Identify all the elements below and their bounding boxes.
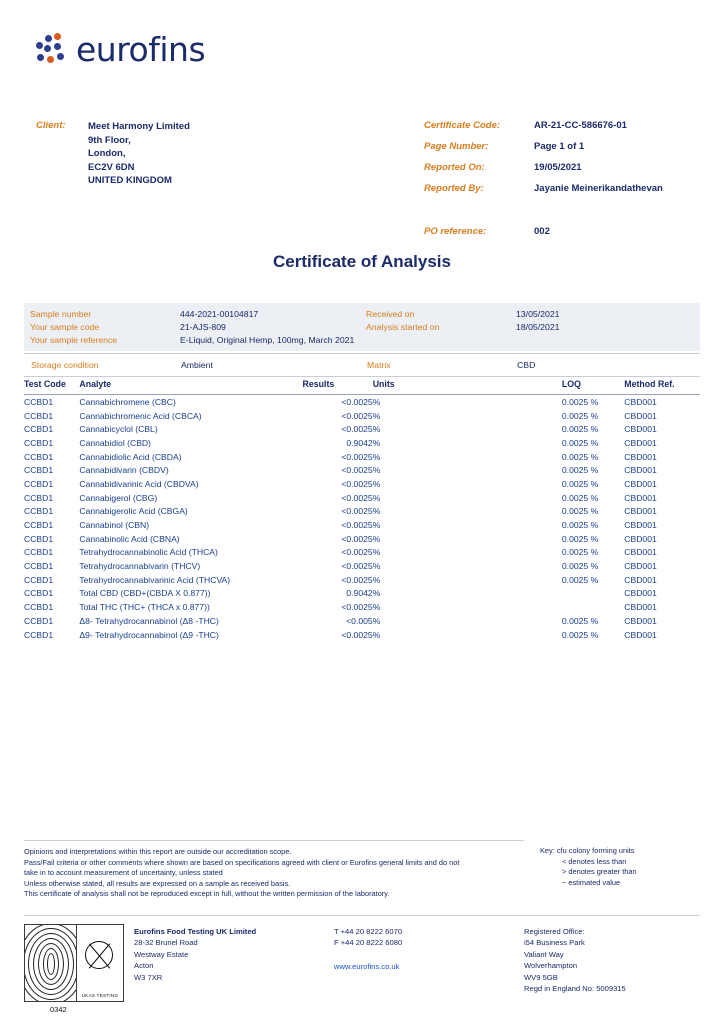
cell-result: <0.0025 xyxy=(341,424,373,435)
reported-on-label: Reported On: xyxy=(424,162,485,173)
note-line: This certificate of analysis shall not be reproduced except in full, without the written permission of the laboratory. xyxy=(24,889,390,899)
cell-loq: 0.0025 % xyxy=(561,615,599,626)
col-units: Units xyxy=(373,375,430,395)
fax: F +44 20 8222 6080 xyxy=(334,938,403,948)
storage-condition-value: Ambient xyxy=(181,360,213,370)
cell-spacer xyxy=(429,587,562,601)
cell-method: CBD001 xyxy=(624,574,657,585)
cell-spacer xyxy=(429,518,562,532)
cell-test-code: CCBD1 xyxy=(24,506,54,517)
note-line: take in to account measurement of uncertainty, unless stated xyxy=(24,868,223,878)
storage-condition-label: Storage condition xyxy=(31,360,99,370)
cell-units: % xyxy=(372,506,381,517)
cell-units: % xyxy=(372,588,381,599)
registered-office-line: i54 Business Park xyxy=(524,938,585,948)
certificate-code-label: Certificate Code: xyxy=(424,120,501,131)
table-row xyxy=(24,491,700,505)
certificate-code-value: AR-21-CC-586676-01 xyxy=(534,120,627,131)
sample-code-label: Your sample code xyxy=(30,322,100,333)
cell-units: % xyxy=(372,396,381,407)
cell-test-code: CCBD1 xyxy=(24,465,54,476)
cell-test-code: CCBD1 xyxy=(24,451,54,462)
legend-key xyxy=(540,846,710,888)
client-line: UNITED KINGDOM xyxy=(88,175,172,186)
cell-loq: 0.0025 % xyxy=(561,396,599,407)
cell-method: CBD001 xyxy=(624,396,657,407)
cell-analyte: Δ8- Tetrahydrocannabinol (Δ8 -THC) xyxy=(79,615,219,626)
cell-spacer xyxy=(429,628,562,642)
cell-analyte: Total THC (THC+ (THCA x 0.877)) xyxy=(79,602,210,613)
cell-spacer xyxy=(429,436,562,450)
results-table xyxy=(24,375,700,641)
cell-result: <0.0025 xyxy=(341,547,373,558)
cell-method: CBD001 xyxy=(624,424,657,435)
table-row xyxy=(24,628,700,642)
table-header-row xyxy=(24,375,700,395)
table-row xyxy=(24,600,700,614)
sample-info-row xyxy=(30,321,694,334)
meta-row xyxy=(424,226,663,247)
cell-spacer xyxy=(429,505,562,519)
registered-office-line: Valiant Way xyxy=(524,949,564,959)
key-line: < denotes less than xyxy=(562,856,627,866)
cell-test-code: CCBD1 xyxy=(24,533,54,544)
cell-result: <0.0025 xyxy=(341,533,373,544)
table-row xyxy=(24,409,700,423)
cell-test-code: CCBD1 xyxy=(24,410,54,421)
cell-units: % xyxy=(372,478,381,489)
cell-loq: 0.0025 % xyxy=(561,424,599,435)
cell-result: <0.0025 xyxy=(341,561,373,572)
key-line: > denotes greater than xyxy=(562,867,637,877)
cell-method: CBD001 xyxy=(624,588,657,599)
cell-analyte: Tetrahydrocannabivarinic Acid (THCVA) xyxy=(79,574,231,585)
po-reference-label: PO reference: xyxy=(424,226,487,237)
reported-by-value: Jayanie Meinerikandathevan xyxy=(534,183,663,194)
cell-test-code: CCBD1 xyxy=(24,478,54,489)
table-row xyxy=(24,395,700,409)
col-spacer xyxy=(429,375,562,395)
cell-analyte: Cannabidiol (CBD) xyxy=(79,437,152,448)
company-address xyxy=(134,924,334,1014)
cell-method: CBD001 xyxy=(624,547,657,558)
cell-units: % xyxy=(372,410,381,421)
cell-analyte: Cannabidiolic Acid (CBDA) xyxy=(79,451,182,462)
matrix-value: CBD xyxy=(517,360,536,370)
cell-test-code: CCBD1 xyxy=(24,602,54,613)
matrix-label: Matrix xyxy=(367,360,391,370)
cell-units: % xyxy=(372,533,381,544)
col-method-ref: Method Ref. xyxy=(624,375,700,395)
cell-result: 0.9042 xyxy=(346,588,373,599)
cell-loq: 0.0025 % xyxy=(561,629,599,640)
cell-result: <0.0025 xyxy=(341,478,373,489)
registered-office-line: WV9 5GB xyxy=(524,972,558,982)
contact-details xyxy=(334,924,524,1014)
note-line: Opinions and interpretations within this report are outside our accreditation scope. xyxy=(24,847,292,856)
cell-test-code: CCBD1 xyxy=(24,424,54,435)
table-row xyxy=(24,587,700,601)
cell-analyte: Cannabidivarinic Acid (CBDVA) xyxy=(79,478,199,489)
eurofins-logo xyxy=(36,30,205,69)
cell-analyte: Cannabicyclol (CBL) xyxy=(79,424,158,435)
sample-code-value: 21-AJS-809 xyxy=(180,322,226,333)
cell-method: CBD001 xyxy=(624,615,657,626)
cell-units: % xyxy=(372,629,381,640)
cell-analyte: Tetrahydrocannabivarin (THCV) xyxy=(79,561,201,572)
cell-result: <0.0025 xyxy=(341,492,373,503)
cell-result: <0.0025 xyxy=(341,396,373,407)
cell-test-code: CCBD1 xyxy=(24,574,54,585)
sample-info-row xyxy=(30,308,694,321)
cell-spacer xyxy=(429,463,562,477)
footer-notes xyxy=(24,840,524,900)
cell-loq: 0.0025 % xyxy=(561,547,599,558)
client-line: Meet Harmony Limited xyxy=(88,121,190,132)
cell-loq: 0.0025 % xyxy=(561,410,599,421)
sample-info-band xyxy=(24,303,700,351)
meta-row xyxy=(424,162,663,183)
company-address-line: W3 7XR xyxy=(134,972,163,982)
registered-office xyxy=(524,924,700,1014)
cell-test-code: CCBD1 xyxy=(24,615,54,626)
reported-on-value: 19/05/2021 xyxy=(534,162,582,173)
cell-result: <0.0025 xyxy=(341,629,373,640)
ukas-logo-icon xyxy=(77,925,123,1001)
eurofins-dots-icon xyxy=(36,33,70,67)
table-row xyxy=(24,450,700,464)
cell-analyte: Cannabigerol (CBG) xyxy=(79,492,158,503)
cell-method: CBD001 xyxy=(624,506,657,517)
po-reference-value: 002 xyxy=(534,226,550,237)
client-block xyxy=(36,120,190,188)
cell-result: 0.9042 xyxy=(346,437,373,448)
cell-method: CBD001 xyxy=(624,533,657,544)
cell-loq: 0.0025 % xyxy=(561,561,599,572)
table-row xyxy=(24,436,700,450)
col-test-code: Test Code xyxy=(24,375,79,395)
cell-result: <0.0025 xyxy=(341,410,373,421)
meta-row xyxy=(424,120,663,141)
cell-units: % xyxy=(372,451,381,462)
accreditation-number: 0342 xyxy=(50,1005,67,1014)
cell-spacer xyxy=(429,600,562,614)
cell-units: % xyxy=(372,574,381,585)
cell-units: % xyxy=(372,437,381,448)
cell-spacer xyxy=(429,491,562,505)
cell-units: % xyxy=(372,492,381,503)
table-row xyxy=(24,559,700,573)
cell-method: CBD001 xyxy=(624,465,657,476)
cell-result: <0.0025 xyxy=(341,520,373,531)
cell-result: <0.0025 xyxy=(341,602,373,613)
cell-analyte: Cannabinolic Acid (CBNA) xyxy=(79,533,180,544)
cell-method: CBD001 xyxy=(624,629,657,640)
cell-analyte: Tetrahydrocannabinolic Acid (THCA) xyxy=(79,547,218,558)
cell-spacer xyxy=(429,409,562,423)
cell-loq: 0.0025 % xyxy=(561,465,599,476)
table-row xyxy=(24,573,700,587)
cell-analyte: Cannabinol (CBN) xyxy=(79,520,150,531)
cell-loq: 0.0025 % xyxy=(561,478,599,489)
cell-analyte: Δ9- Tetrahydrocannabinol (Δ9 -THC) xyxy=(79,629,219,640)
received-on-label: Received on xyxy=(366,309,415,320)
client-line: 9th Floor, xyxy=(88,134,131,146)
cell-loq xyxy=(562,600,624,614)
cell-analyte: Cannabichromene (CBC) xyxy=(79,396,176,407)
telephone: T +44 20 8222 6070 xyxy=(334,927,403,936)
cell-method: CBD001 xyxy=(624,437,657,448)
cell-loq xyxy=(562,587,624,601)
key-line: ~ estimated value xyxy=(562,877,621,887)
cell-spacer xyxy=(429,477,562,491)
reported-by-label: Reported By: xyxy=(424,183,484,194)
col-loq: LOQ xyxy=(562,375,624,395)
cell-spacer xyxy=(429,422,562,436)
cell-test-code: CCBD1 xyxy=(24,561,54,572)
client-line: London, xyxy=(88,148,126,159)
storage-row xyxy=(30,359,694,371)
cell-analyte: Cannabichromenic Acid (CBCA) xyxy=(79,410,202,421)
website-link[interactable]: www.eurofins.co.uk xyxy=(334,961,400,971)
footer-block xyxy=(24,915,700,1014)
table-row xyxy=(24,614,700,628)
page-number-value: Page 1 of 1 xyxy=(534,141,585,152)
client-line: EC2V 6DN xyxy=(88,161,135,173)
meta-row xyxy=(424,141,663,162)
cell-loq: 0.0025 % xyxy=(561,506,599,517)
cell-result: <0.0025 xyxy=(341,451,373,462)
cell-analyte: Cannabigerolic Acid (CBGA) xyxy=(79,506,188,517)
note-line: Pass/Fail criteria or other comments where shown are based on specifications agreed with client or Eurofins general limits and do not xyxy=(24,857,460,867)
cell-loq: 0.0025 % xyxy=(561,533,599,544)
company-address-line: 28-32 Brunel Road xyxy=(134,938,198,948)
cell-units: % xyxy=(372,602,381,613)
cell-analyte: Cannabidivarin (CBDV) xyxy=(79,465,169,476)
cell-method: CBD001 xyxy=(624,602,657,613)
cell-result: <0.0025 xyxy=(341,465,373,476)
sample-reference-value: E-Liquid, Original Hemp, 100mg, March 2021 xyxy=(180,334,355,345)
cell-units: % xyxy=(372,520,381,531)
registered-office-line: Wolverhampton xyxy=(524,961,578,971)
cell-method: CBD001 xyxy=(624,520,657,531)
cell-method: CBD001 xyxy=(624,478,657,489)
table-row xyxy=(24,532,700,546)
analysis-started-value: 18/05/2021 xyxy=(516,322,560,333)
analysis-started-label: Analysis started on xyxy=(366,322,440,333)
col-analyte: Analyte xyxy=(79,375,302,395)
company-address-line: Acton xyxy=(134,961,154,971)
cell-test-code: CCBD1 xyxy=(24,547,54,558)
cell-spacer xyxy=(429,614,562,628)
cell-spacer xyxy=(429,559,562,573)
cell-units: % xyxy=(372,561,381,572)
cell-units: % xyxy=(372,615,381,626)
cell-loq: 0.0025 % xyxy=(561,492,599,503)
client-address xyxy=(88,120,190,188)
cell-analyte: Total CBD (CBD+(CBDA X 0.877)) xyxy=(79,588,211,599)
sample-number-label: Sample number xyxy=(30,309,92,320)
cell-test-code: CCBD1 xyxy=(24,396,54,407)
client-label: Client: xyxy=(36,120,66,131)
cell-loq: 0.0025 % xyxy=(561,574,599,585)
cell-method: CBD001 xyxy=(624,410,657,421)
company-name: Eurofins Food Testing UK Limited xyxy=(134,927,257,936)
meta-row xyxy=(424,183,663,204)
page-title: Certificate of Analysis xyxy=(273,252,451,271)
cell-test-code: CCBD1 xyxy=(24,437,54,448)
cell-units: % xyxy=(372,465,381,476)
col-results: Results xyxy=(303,375,373,395)
ce-mark-icon xyxy=(25,925,77,1001)
cell-spacer xyxy=(429,395,562,409)
cell-spacer xyxy=(429,546,562,560)
cell-method: CBD001 xyxy=(624,451,657,462)
cell-result: <0.0025 xyxy=(341,574,373,585)
cell-loq: 0.0025 % xyxy=(561,437,599,448)
cell-loq: 0.0025 % xyxy=(561,520,599,531)
table-row xyxy=(24,463,700,477)
sample-number-value: 444-2021-00104817 xyxy=(180,309,259,320)
note-line: Unless otherwise stated, all results are expressed on a sample as received basis. xyxy=(24,878,291,888)
cell-method: CBD001 xyxy=(624,492,657,503)
company-address-line: Westway Estate xyxy=(134,949,189,959)
logo-wordmark: eurofins xyxy=(76,30,206,69)
table-row xyxy=(24,518,700,532)
accreditation-block xyxy=(24,924,134,1014)
key-title: Key: cfu colony forming units xyxy=(540,846,635,855)
certificate-meta xyxy=(424,120,663,247)
cell-units: % xyxy=(372,424,381,435)
accreditation-logos xyxy=(24,924,124,1002)
table-row xyxy=(24,422,700,436)
page-number-label: Page Number: xyxy=(424,141,489,152)
storage-matrix-band xyxy=(24,353,700,377)
table-row xyxy=(24,477,700,491)
cell-method: CBD001 xyxy=(624,561,657,572)
cell-spacer xyxy=(429,573,562,587)
cell-test-code: CCBD1 xyxy=(24,492,54,503)
ukas-label: UKAS TESTING xyxy=(81,993,119,998)
table-row xyxy=(24,505,700,519)
received-on-value: 13/05/2021 xyxy=(516,309,560,320)
cell-loq: 0.0025 % xyxy=(561,451,599,462)
sample-reference-label: Your sample reference xyxy=(30,334,118,345)
cell-units: % xyxy=(372,547,381,558)
cell-test-code: CCBD1 xyxy=(24,629,54,640)
cell-result: <0.005 xyxy=(346,615,373,626)
registered-office-title: Registered Office: xyxy=(524,927,585,936)
cell-spacer xyxy=(429,450,562,464)
registration-number: Regd in England No: 5009315 xyxy=(524,984,626,994)
cell-result: <0.0025 xyxy=(341,506,373,517)
cell-spacer xyxy=(429,532,562,546)
cell-test-code: CCBD1 xyxy=(24,588,54,599)
table-row xyxy=(24,546,700,560)
sample-info-row xyxy=(30,334,694,347)
cell-test-code: CCBD1 xyxy=(24,520,54,531)
